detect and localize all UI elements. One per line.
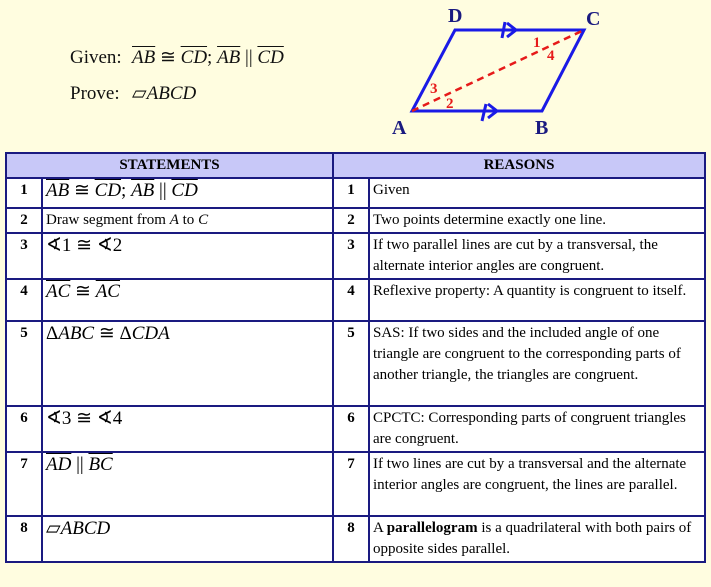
prove-math — [132, 83, 196, 104]
reason-text: SAS: If two sides and the included angle of one triangle are congruent to the corresponding parts of another triangle, the triangles are congruent. — [373, 325, 681, 383]
reason-cell — [369, 208, 705, 233]
reason-text: Two points determine exactly one line. — [373, 212, 607, 228]
angle-3: 3 — [430, 81, 438, 97]
table-row — [6, 516, 705, 562]
statement-cell — [42, 208, 333, 233]
reason-cell — [369, 233, 705, 279]
reason-number: 1 — [333, 178, 369, 208]
segment-symbol: $\overline{BC}$ — [88, 454, 113, 475]
reason-cell — [369, 279, 705, 321]
statement-number: 4 — [6, 279, 42, 321]
math-text: ≅ — [155, 47, 181, 68]
statement-cell — [42, 321, 333, 406]
math-text: ∢3 ≅ ∢4 — [46, 408, 123, 429]
math-text: ∢1 ≅ ∢2 — [46, 235, 123, 256]
reason-cell — [369, 452, 705, 516]
angle-2: 2 — [446, 96, 454, 112]
reason-text: Reflexive property: A quantity is congruent to itself. — [373, 283, 687, 299]
segment-symbol: $\overline{AB}$ — [131, 180, 155, 201]
reason-cell — [369, 516, 705, 562]
statements-header: STATEMENTS — [6, 153, 333, 178]
math-text: ABCD — [146, 83, 197, 104]
math-text: || — [240, 47, 258, 68]
reason-number: 3 — [333, 233, 369, 279]
segment-symbol: $\overline{AB}$ — [217, 47, 241, 68]
reason-number: 8 — [333, 516, 369, 562]
table-row — [6, 321, 705, 406]
statement-number: 7 — [6, 452, 42, 516]
math-text: Draw segment from — [46, 212, 170, 228]
statement-number: 2 — [6, 208, 42, 233]
vertex-c: C — [586, 8, 601, 30]
reason-number: 6 — [333, 406, 369, 452]
reason-text: CPCTC: Corresponding parts of congruent triangles are congruent. — [373, 410, 686, 447]
math-text: ≅ — [70, 281, 96, 302]
math-text: CDA — [131, 323, 170, 344]
statement-cell — [42, 279, 333, 321]
vertex-d: D — [448, 5, 463, 27]
reason-number: 4 — [333, 279, 369, 321]
segment-symbol: $\overline{AD}$ — [46, 454, 72, 475]
math-text: C — [198, 212, 209, 228]
reason-text: If two lines are cut by a transversal and the alternate interior angles are congruent, the lines are parallel. — [373, 456, 687, 493]
math-text: A — [169, 212, 179, 228]
diagonal-ac — [412, 30, 584, 111]
math-text: ▱ — [46, 518, 61, 539]
given-statement — [70, 46, 284, 69]
segment-symbol: $\overline{CD}$ — [94, 180, 122, 201]
reason-number: 7 — [333, 452, 369, 516]
table-row — [6, 279, 705, 321]
statement-cell — [42, 178, 333, 208]
math-text: ABC — [58, 323, 95, 344]
angle-1: 1 — [533, 35, 541, 51]
reason-text: If two parallel lines are cut by a transversal, the alternate interior angles are congruent. — [373, 237, 658, 274]
table-row — [6, 406, 705, 452]
proof-table — [5, 152, 706, 563]
reason-text: is a quadrilateral with both pairs of opposite sides parallel. — [373, 520, 692, 557]
math-text: || — [154, 180, 172, 201]
math-text: ≅ Δ — [94, 323, 132, 344]
parallelogram-figure — [390, 0, 620, 145]
reason-text: A — [373, 520, 387, 536]
segment-symbol: $\overline{AB}$ — [46, 180, 70, 201]
statement-number: 5 — [6, 321, 42, 406]
vertex-a: A — [392, 117, 407, 139]
math-text: ▱ — [132, 83, 147, 104]
segment-symbol: $\overline{AB}$ — [132, 47, 156, 68]
math-text: to — [178, 212, 199, 228]
segment-symbol: $\overline{CD}$ — [180, 47, 208, 68]
given-label: Given: — [70, 47, 122, 68]
statement-number: 8 — [6, 516, 42, 562]
math-text: ≅ — [69, 180, 95, 201]
statement-number: 6 — [6, 406, 42, 452]
prove-statement — [70, 82, 196, 105]
math-text: ; — [207, 47, 218, 68]
segment-symbol: $\overline{AC}$ — [46, 281, 71, 302]
reason-text: Given — [373, 182, 410, 198]
statement-cell — [42, 233, 333, 279]
segment-symbol: $\overline{CD}$ — [171, 180, 198, 201]
reason-number: 5 — [333, 321, 369, 406]
reason-number: 2 — [333, 208, 369, 233]
math-text: || — [71, 454, 89, 475]
table-row — [6, 452, 705, 516]
table-row — [6, 178, 705, 208]
segment-symbol: $\overline{AC}$ — [95, 281, 120, 302]
statement-cell — [42, 406, 333, 452]
math-text: ABCD — [60, 518, 111, 539]
statement-number: 1 — [6, 178, 42, 208]
given-math — [132, 47, 284, 68]
table-row — [6, 233, 705, 279]
reason-cell — [369, 178, 705, 208]
angle-4: 4 — [547, 48, 555, 64]
statement-number: 3 — [6, 233, 42, 279]
reason-term: parallelogram — [386, 520, 478, 536]
statement-cell — [42, 516, 333, 562]
statement-cell — [42, 452, 333, 516]
reason-cell — [369, 321, 705, 406]
table-row — [6, 208, 705, 233]
vertex-b: B — [535, 117, 549, 139]
reasons-header: REASONS — [333, 153, 705, 178]
math-text: Δ — [46, 323, 59, 344]
segment-symbol: $\overline{CD}$ — [257, 47, 284, 68]
reason-cell — [369, 406, 705, 452]
math-text: ; — [121, 180, 132, 201]
prove-label: Prove: — [70, 83, 120, 104]
